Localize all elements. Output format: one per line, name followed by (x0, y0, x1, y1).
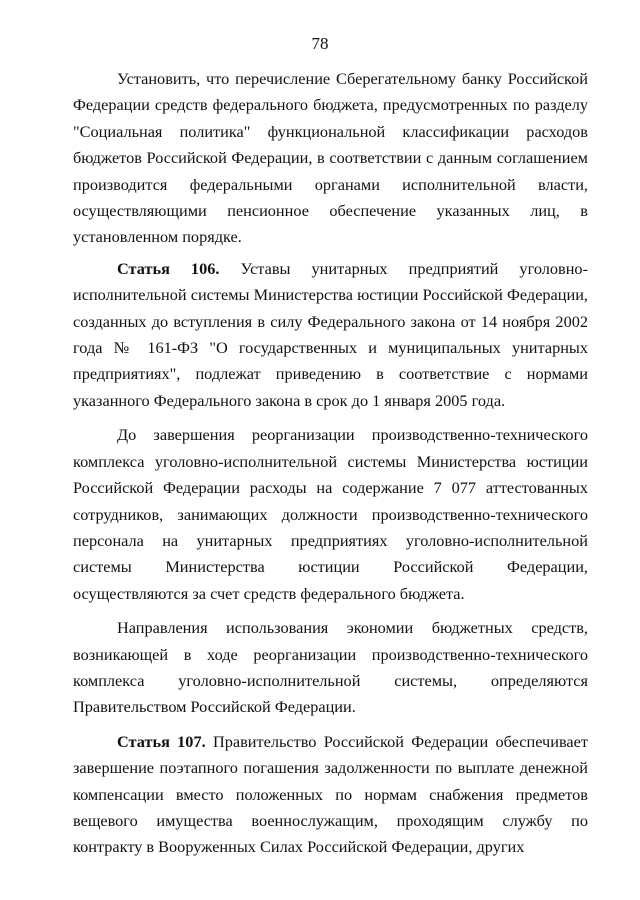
paragraph-text: Правительство Российской Федерации обеспечивает завершение поэтапного погашения задолженности по выплате денежной компенсации вместо положенных по нормам снабжения предметов вещевого имущества военнослужащим, проходящим службу по контракту в Вооруженных Силах Российской Федерации, других (73, 731, 588, 857)
paragraph-text: Установить, что перечисление Сберегательному банку Российской Федерации средств федерального бюджета, предусмотренных по разделу "Социальная политика" функциональной классификации расходов бюджетов Российской Федерации, в соответствии с данным соглашением производится федеральными органами исполнительной власти, осуществляющими пенсионное обеспечение указанных лиц, в установленном порядке. (73, 69, 588, 247)
paragraph-reorganization-expenses (73, 422, 588, 607)
article-107-label: Статья 107. (117, 731, 206, 751)
page-number: 78 (311, 34, 329, 53)
paragraph-sberbank-transfer (73, 66, 588, 251)
paragraph-budget-savings (73, 615, 588, 721)
paragraph-text: Уставы унитарных предприятий уголовно-исполнительной системы Министерства юстиции Российской Федерации, созданных до вступления в силу Федерального закона от 14 ноября 2002 года № 161-ФЗ "О государственных и муниципальных унитарных предприятиях", подлежат приведению в соответствие с нормами указанного Федерального закона в срок до 1 января 2005 года. (73, 258, 588, 410)
paragraph-text: До завершения реорганизации производственно-технического комплекса уголовно-исполнительной системы Министерства юстиции Российской Федерации расходы на содержание 7 077 аттестованных сотрудников, занимающих должности производственно-технического персонала на унитарных предприятиях уголовно-исполнительной системы Министерства юстиции Российской Федерации, осуществляются за счет средств федерального бюджета. (73, 425, 588, 603)
document-body (73, 66, 588, 861)
article-106-label: Статья 106. (117, 258, 220, 278)
paragraph-article-106 (73, 256, 588, 414)
paragraph-text: Направления использования экономии бюджетных средств, возникающей в ходе реорганизации производственно-технического комплекса уголовно-исполнительной системы, определяются Правительством Российской Федерации. (73, 618, 588, 717)
paragraph-article-107 (73, 729, 588, 861)
